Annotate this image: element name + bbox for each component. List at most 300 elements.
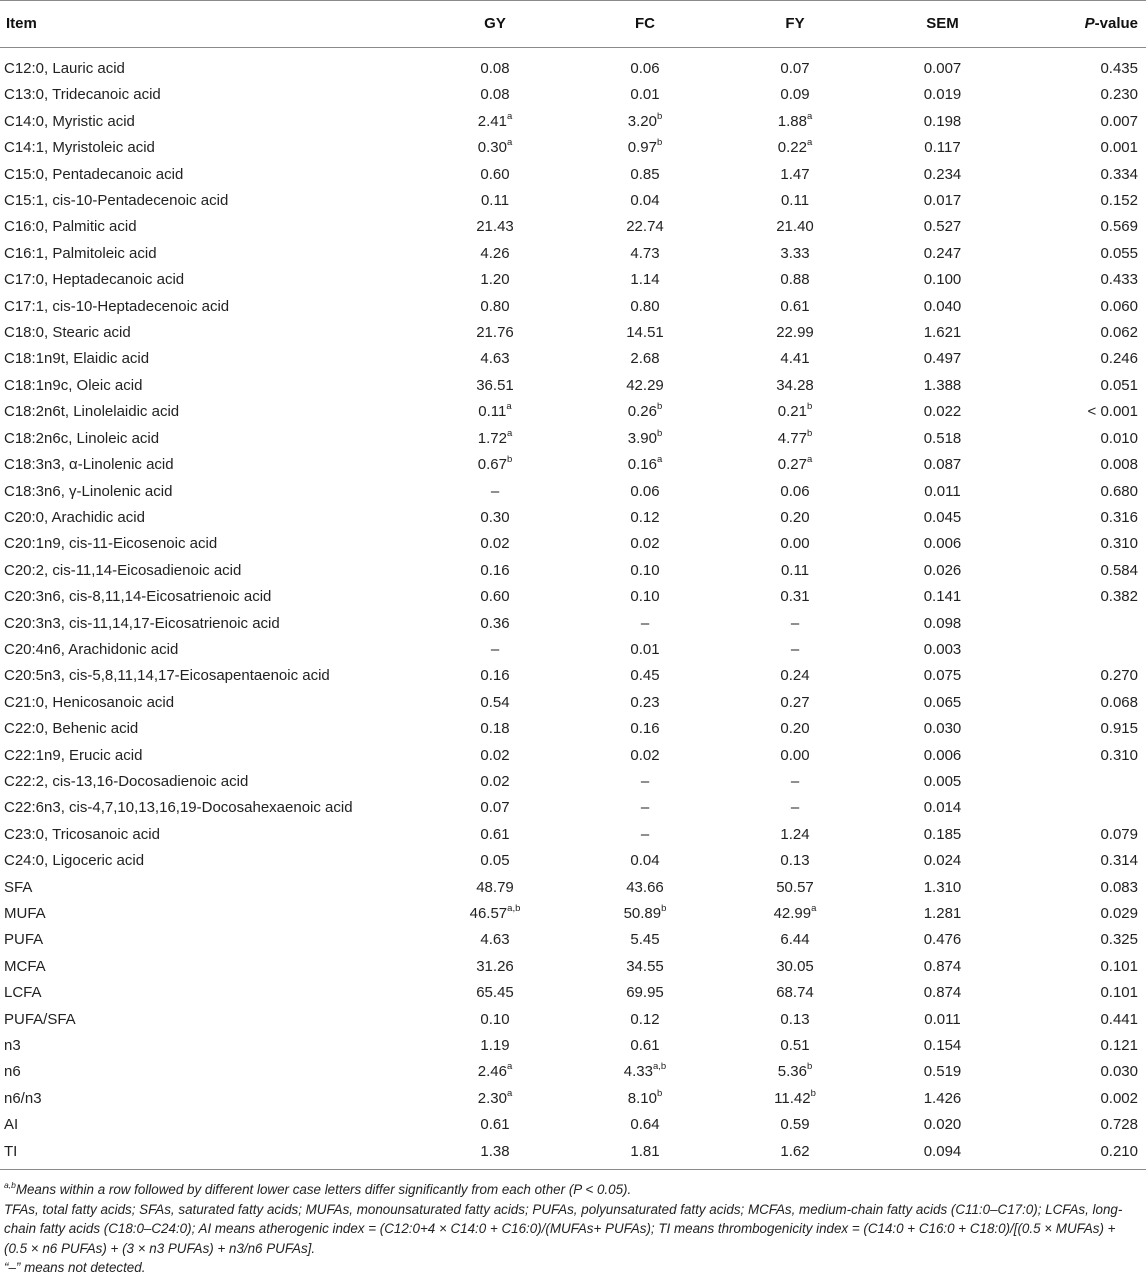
cell-p-value-value: 0.382: [1100, 588, 1138, 606]
table-row: [0, 1059, 1146, 1085]
table-row: [0, 346, 1146, 372]
cell-p-value: [1015, 637, 1146, 663]
cell-fc: [570, 611, 720, 637]
cell-fc: [570, 373, 720, 399]
cell-fy-value: 0.00: [780, 746, 810, 764]
cell-sem: [870, 927, 1015, 953]
cell-p-value: [1015, 346, 1146, 372]
cell-gy-value: 0.02: [480, 535, 510, 553]
cell-fc-value: 4.33: [623, 1063, 653, 1081]
cell-item-value: C21:0, Henicosanoic acid: [4, 693, 175, 711]
cell-fc-value: 2.68: [630, 350, 660, 368]
cell-sem: [870, 558, 1015, 584]
cell-fy-value: 4.41: [780, 350, 810, 368]
cell-item-value: C24:0, Ligoceric acid: [4, 852, 145, 870]
cell-fy-value: 0.13: [780, 1010, 810, 1028]
cell-fy: [720, 505, 870, 531]
cell-sem-value: 0.476: [923, 931, 962, 949]
cell-fc: [570, 241, 720, 267]
cell-item-value: C20:5n3, cis-5,8,11,14,17-Eicosapentaenoic acid: [4, 667, 330, 685]
cell-item: [0, 1007, 420, 1033]
cell-fy-value: 0.27: [780, 693, 810, 711]
cell-fc-value: 1.14: [630, 271, 660, 289]
cell-gy-superscript: a: [506, 427, 513, 439]
cell-fc-value: 34.55: [626, 957, 664, 975]
cell-fy-value: 0.59: [780, 1116, 810, 1134]
cell-p-value-value: 0.728: [1100, 1116, 1138, 1134]
cell-gy: [420, 531, 570, 557]
cell-fc-value: 14.51: [626, 324, 664, 342]
cell-p-value: [1015, 294, 1146, 320]
cell-fy-value: 5.36: [777, 1063, 807, 1081]
cell-sem: [870, 690, 1015, 716]
cell-fc-value: 0.04: [630, 852, 660, 870]
table-row: [0, 875, 1146, 901]
cell-gy: [420, 954, 570, 980]
cell-fc-value: 0.45: [630, 667, 660, 685]
cell-item: [0, 505, 420, 531]
cell-fy: [720, 373, 870, 399]
cell-item-value: C20:2, cis-11,14-Eicosadienoic acid: [4, 561, 242, 579]
cell-fc: [570, 399, 720, 425]
cell-fy: [720, 241, 870, 267]
cell-sem-value: 0.141: [923, 588, 962, 606]
cell-sem-value: 0.006: [923, 535, 962, 553]
cell-sem: [870, 294, 1015, 320]
cell-item: [0, 927, 420, 953]
cell-fy-value: 22.99: [776, 324, 814, 342]
cell-fy: [720, 479, 870, 505]
cell-gy: [420, 188, 570, 214]
cell-fy-value: 6.44: [780, 931, 810, 949]
cell-gy-value: 1.20: [480, 271, 510, 289]
cell-sem-value: 0.007: [923, 60, 962, 77]
cell-sem-value: 0.020: [923, 1116, 962, 1134]
cell-fc: [570, 214, 720, 240]
cell-gy-value: 46.57: [469, 905, 508, 922]
cell-fc-value: 0.64: [630, 1116, 660, 1134]
cell-gy-value: 65.45: [476, 984, 514, 1002]
cell-sem: [870, 373, 1015, 399]
cell-fc-value: –: [640, 799, 650, 817]
cell-sem-value: 0.198: [923, 112, 962, 130]
p-suffix: -value: [1094, 15, 1138, 32]
cell-fy-value: 0.24: [780, 667, 810, 685]
cell-item-value: C18:1n9t, Elaidic acid: [4, 350, 150, 368]
cell-sem-value: 0.874: [923, 984, 962, 1002]
cell-fc-value: 3.90: [627, 429, 657, 447]
cell-fy: [720, 1112, 870, 1138]
table-row: [0, 48, 1146, 83]
cell-fy-value: 3.33: [780, 244, 810, 262]
cell-sem: [870, 1086, 1015, 1112]
cell-item-value: C17:0, Heptadecanoic acid: [4, 271, 185, 289]
cell-fc-value: 1.81: [630, 1142, 660, 1160]
cell-item: [0, 135, 420, 161]
cell-p-value: [1015, 479, 1146, 505]
cell-p-value-value: 0.060: [1100, 297, 1138, 315]
cell-sem-value: 0.005: [923, 772, 962, 790]
cell-item-value: C20:1n9, cis-11-Eicosenoic acid: [4, 535, 218, 553]
cell-fy-value: 0.27: [777, 456, 807, 474]
cell-fc-superscript: a,b: [652, 1061, 667, 1073]
cell-p-value: [1015, 505, 1146, 531]
cell-gy-superscript: b: [506, 454, 513, 466]
cell-p-value: [1015, 162, 1146, 188]
cell-sem: [870, 479, 1015, 505]
cell-fc: [570, 954, 720, 980]
column-header-fc: FC: [570, 1, 720, 48]
cell-item: [0, 663, 420, 689]
cell-item-value: C16:0, Palmitic acid: [4, 218, 137, 236]
cell-gy: [420, 663, 570, 689]
table-row: [0, 479, 1146, 505]
cell-fy-value: 0.06: [780, 482, 810, 500]
table-row: [0, 663, 1146, 689]
column-header-gy: GY: [420, 1, 570, 48]
cell-gy: [420, 346, 570, 372]
cell-p-value: [1015, 399, 1146, 425]
cell-fy-superscript: a: [806, 137, 813, 149]
cell-sem: [870, 162, 1015, 188]
cell-fc-value: 0.12: [630, 508, 660, 526]
cell-sem-value: 0.247: [923, 244, 962, 262]
cell-fc: [570, 795, 720, 821]
cell-p-value-value: 0.079: [1100, 825, 1138, 843]
cell-gy: [420, 267, 570, 293]
table-row: [0, 162, 1146, 188]
cell-gy-value: 0.08: [480, 60, 510, 77]
cell-p-value-value: < 0.001: [1087, 403, 1138, 421]
cell-gy: [420, 1007, 570, 1033]
cell-item: [0, 373, 420, 399]
cell-p-value-value: 0.230: [1100, 86, 1138, 104]
cell-sem: [870, 505, 1015, 531]
cell-fc: [570, 716, 720, 742]
table-row: [0, 611, 1146, 637]
cell-fc-value: 0.26: [627, 403, 657, 421]
cell-fc: [570, 558, 720, 584]
cell-p-value: [1015, 452, 1146, 478]
cell-fc: [570, 346, 720, 372]
cell-fy: [720, 267, 870, 293]
cell-item-value: C22:1n9, Erucic acid: [4, 746, 143, 764]
cell-fy-value: 42.99: [773, 905, 812, 922]
cell-p-value: [1015, 241, 1146, 267]
cell-fy: [720, 663, 870, 689]
table-row: [0, 848, 1146, 874]
cell-item: [0, 1112, 420, 1138]
cell-p-value: [1015, 584, 1146, 610]
cell-sem: [870, 1059, 1015, 1085]
cell-p-value-value: 0.433: [1100, 271, 1138, 289]
table-row: [0, 927, 1146, 953]
cell-p-value-value: 0.121: [1100, 1037, 1138, 1055]
cell-fc-value: 0.61: [630, 1037, 660, 1055]
cell-p-value-value: 0.316: [1100, 508, 1138, 526]
table-row: [0, 135, 1146, 161]
cell-gy-value: 21.43: [476, 218, 514, 236]
cell-sem-value: 1.281: [923, 905, 962, 922]
cell-p-value: [1015, 82, 1146, 108]
cell-fc-superscript: a: [656, 454, 663, 466]
cell-sem-value: 0.024: [923, 852, 962, 870]
cell-item: [0, 558, 420, 584]
cell-gy: [420, 1086, 570, 1112]
cell-fy-value: 0.11: [780, 561, 810, 579]
cell-fy: [720, 822, 870, 848]
cell-sem-value: 0.045: [923, 508, 962, 526]
cell-sem-value: 0.519: [923, 1063, 962, 1081]
cell-gy-superscript: a: [506, 401, 512, 413]
cell-sem-value: 0.094: [923, 1142, 962, 1160]
cell-p-value: [1015, 980, 1146, 1006]
cell-fy: [720, 214, 870, 240]
cell-fy: [720, 901, 870, 927]
cell-item: [0, 769, 420, 795]
cell-gy-value: 0.16: [480, 561, 510, 579]
cell-fc: [570, 1007, 720, 1033]
cell-p-value: [1015, 188, 1146, 214]
cell-fc-superscript: b: [656, 401, 663, 413]
cell-gy: [420, 637, 570, 663]
cell-fc: [570, 875, 720, 901]
cell-p-value-value: 0.441: [1100, 1010, 1138, 1028]
cell-fy: [720, 690, 870, 716]
table-row: [0, 426, 1146, 452]
cell-item: [0, 214, 420, 240]
cell-fy: [720, 875, 870, 901]
cell-fy: [720, 426, 870, 452]
table-row: [0, 558, 1146, 584]
table-row: [0, 1139, 1146, 1170]
cell-fc-value: 3.20: [627, 112, 657, 130]
cell-gy: [420, 135, 570, 161]
cell-gy-value: 0.11: [478, 403, 507, 421]
cell-gy-value: 4.63: [480, 350, 510, 368]
cell-fy-value: 1.88: [777, 112, 807, 130]
cell-p-value: [1015, 1033, 1146, 1059]
cell-item-value: n6/n3: [4, 1089, 42, 1107]
table-row: [0, 373, 1146, 399]
cell-fc: [570, 162, 720, 188]
cell-p-value-value: 0.010: [1100, 429, 1138, 447]
cell-fc-superscript: b: [656, 1087, 663, 1099]
cell-item-value: n6: [4, 1063, 21, 1081]
cell-fy: [720, 1059, 870, 1085]
cell-fc: [570, 426, 720, 452]
cell-fy-superscript: a: [806, 454, 813, 466]
cell-p-value-value: 0.062: [1100, 324, 1138, 342]
cell-fc-value: 43.66: [626, 878, 664, 896]
cell-fc-value: 0.02: [630, 535, 660, 553]
cell-fy-value: 0.13: [780, 852, 810, 870]
cell-p-value: [1015, 48, 1146, 83]
cell-sem: [870, 1007, 1015, 1033]
cell-p-value: [1015, 1059, 1146, 1085]
cell-fc-value: –: [640, 614, 650, 632]
cell-sem-value: 0.098: [923, 614, 962, 632]
cell-p-value: [1015, 795, 1146, 821]
cell-item: [0, 743, 420, 769]
cell-fc: [570, 927, 720, 953]
cell-gy-value: 4.26: [480, 244, 510, 262]
cell-item-value: C20:0, Arachidic acid: [4, 508, 145, 526]
cell-gy-value: 0.11: [480, 192, 510, 210]
cell-sem-value: 0.011: [924, 1010, 961, 1028]
cell-item: [0, 346, 420, 372]
table-row: [0, 1033, 1146, 1059]
cell-fc-value: 0.80: [630, 297, 660, 315]
cell-p-value-value: 0.029: [1100, 905, 1138, 922]
cell-fy-value: 0.61: [780, 297, 810, 315]
cell-item: [0, 690, 420, 716]
cell-sem: [870, 1033, 1015, 1059]
cell-item-value: C18:0, Stearic acid: [4, 324, 131, 342]
cell-gy-superscript: a: [506, 1087, 513, 1099]
cell-sem-value: 0.497: [923, 350, 962, 368]
cell-p-value: [1015, 716, 1146, 742]
cell-p-value-value: 0.915: [1100, 720, 1138, 738]
cell-fy: [720, 927, 870, 953]
table-row: [0, 399, 1146, 425]
cell-gy: [420, 875, 570, 901]
cell-item: [0, 452, 420, 478]
cell-p-value-value: 0.083: [1100, 878, 1138, 896]
table-row: [0, 452, 1146, 478]
table-row: [0, 267, 1146, 293]
cell-item-value: C23:0, Tricosanoic acid: [4, 825, 160, 843]
cell-p-value: [1015, 901, 1146, 927]
cell-item: [0, 426, 420, 452]
cell-fc: [570, 1086, 720, 1112]
cell-item-value: C20:4n6, Arachidonic acid: [4, 640, 179, 658]
cell-p-value-value: 0.246: [1100, 350, 1138, 368]
cell-fc: [570, 188, 720, 214]
cell-gy: [420, 584, 570, 610]
cell-gy-value: 0.05: [480, 852, 510, 870]
cell-sem-value: 0.518: [923, 429, 962, 447]
cell-sem: [870, 426, 1015, 452]
cell-p-value: [1015, 531, 1146, 557]
table-row: [0, 716, 1146, 742]
cell-fy-value: 0.21: [777, 403, 807, 421]
cell-sem: [870, 716, 1015, 742]
cell-sem-value: 0.014: [923, 799, 962, 817]
cell-gy: [420, 82, 570, 108]
cell-gy: [420, 505, 570, 531]
cell-fy-value: 1.47: [780, 165, 810, 183]
cell-item: [0, 162, 420, 188]
table-body: [0, 48, 1146, 1170]
cell-fc: [570, 1059, 720, 1085]
table-row: [0, 743, 1146, 769]
cell-fc: [570, 1112, 720, 1138]
cell-fy: [720, 848, 870, 874]
cell-sem: [870, 795, 1015, 821]
cell-p-value: [1015, 373, 1146, 399]
cell-fy: [720, 980, 870, 1006]
cell-p-value-value: 0.569: [1100, 218, 1138, 236]
cell-sem-value: 0.234: [923, 165, 962, 183]
cell-gy-value: 0.67: [477, 456, 507, 474]
cell-sem-value: 1.310: [923, 878, 962, 896]
cell-fy: [720, 399, 870, 425]
cell-p-value: [1015, 267, 1146, 293]
cell-sem: [870, 637, 1015, 663]
table-row: [0, 82, 1146, 108]
cell-p-value-value: 0.584: [1100, 561, 1138, 579]
cell-gy-value: –: [490, 482, 500, 500]
cell-fc-superscript: b: [661, 903, 667, 914]
cell-fc-value: 0.23: [630, 693, 660, 711]
column-header-item: Item: [0, 1, 420, 48]
cell-fc-value: 0.97: [627, 139, 657, 157]
cell-gy: [420, 1033, 570, 1059]
cell-fy-value: 0.20: [780, 508, 810, 526]
cell-p-value: [1015, 927, 1146, 953]
cell-p-value: [1015, 954, 1146, 980]
cell-gy-value: 2.41: [477, 112, 507, 130]
cell-fc-value: 4.73: [630, 244, 660, 262]
cell-fc-value: 0.16: [627, 456, 657, 474]
cell-fc: [570, 769, 720, 795]
cell-gy: [420, 1059, 570, 1085]
cell-fy-value: 0.31: [780, 588, 810, 606]
cell-gy-value: 0.16: [480, 667, 510, 685]
cell-gy-value: 0.18: [480, 720, 510, 738]
cell-p-value-value: 0.002: [1100, 1089, 1138, 1107]
cell-p-value: [1015, 822, 1146, 848]
cell-fy: [720, 531, 870, 557]
cell-gy-value: 0.30: [480, 508, 510, 526]
table-row: [0, 531, 1146, 557]
cell-fy-value: 0.07: [780, 60, 810, 77]
cell-item-value: C22:6n3, cis-4,7,10,13,16,19-Docosahexaenoic acid: [4, 799, 353, 817]
cell-fy: [720, 452, 870, 478]
cell-sem: [870, 452, 1015, 478]
cell-item: [0, 1086, 420, 1112]
cell-sem-value: 0.011: [924, 482, 961, 500]
cell-fy: [720, 1007, 870, 1033]
cell-p-value: [1015, 848, 1146, 874]
cell-sem: [870, 135, 1015, 161]
cell-fc-value: 0.06: [630, 482, 660, 500]
table-row: [0, 954, 1146, 980]
cell-fy-value: 1.24: [780, 825, 810, 843]
cell-p-value-value: 0.068: [1100, 693, 1138, 711]
cell-item: [0, 848, 420, 874]
cell-p-value: [1015, 135, 1146, 161]
cell-item-value: C15:0, Pentadecanoic acid: [4, 165, 184, 183]
cell-gy: [420, 320, 570, 346]
cell-gy-value: 0.08: [480, 86, 510, 104]
cell-item-value: C14:1, Myristoleic acid: [4, 139, 155, 157]
cell-sem-value: 0.154: [923, 1037, 962, 1055]
cell-item-value: C16:1, Palmitoleic acid: [4, 244, 157, 262]
cell-sem: [870, 980, 1015, 1006]
table-row: [0, 294, 1146, 320]
cell-fc-value: 5.45: [630, 931, 660, 949]
cell-fc: [570, 1033, 720, 1059]
cell-gy: [420, 214, 570, 240]
cell-sem: [870, 743, 1015, 769]
cell-fy: [720, 954, 870, 980]
cell-gy: [420, 109, 570, 135]
cell-gy: [420, 611, 570, 637]
cell-sem-value: 0.040: [923, 297, 962, 315]
cell-sem-value: 0.075: [923, 667, 962, 685]
